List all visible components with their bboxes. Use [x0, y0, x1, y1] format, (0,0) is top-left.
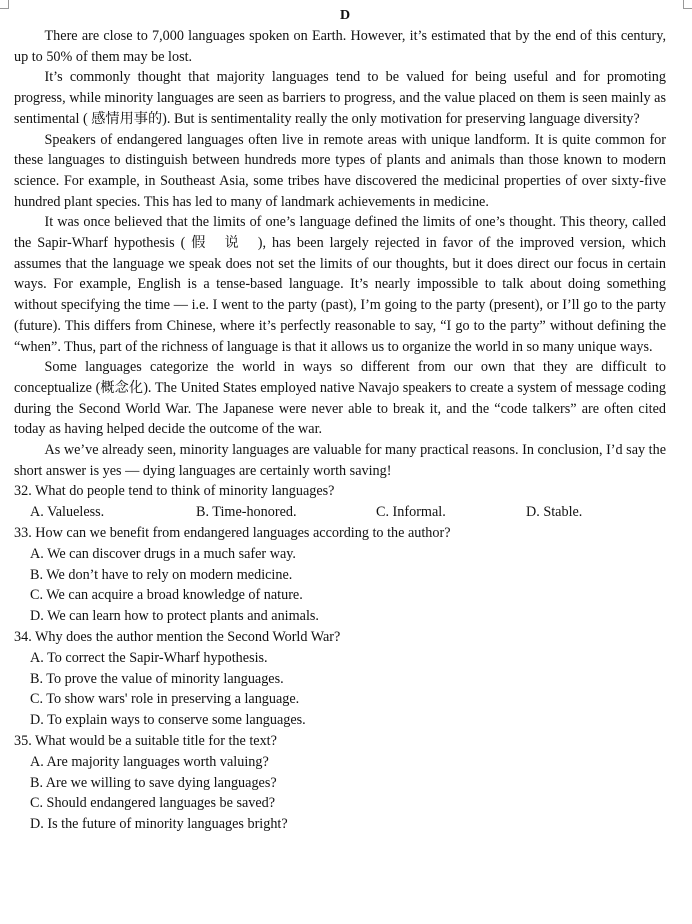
passage-paragraph-4: It was once believed that the limits of one’s language defined the limits of one’s thought. This theory, called the Sapir-Wharf hypothesis ( 假 说 ), has been largely rejected in favor of the improved version, which assumes that the language we speak does not set the limits of our thoughts, but it does direct our focus in certain ways. For example, English is a tense-based language. It’s nearly impossible to talk about doing something without specifying the time — i.e. I went to the party (past), I’m going to the party (present), or I’ll go to the party (future). This differs from Chinese, where it’s perfectly reasonable to say, “I go to the party” without defining the “when”. Thus, part of the richness of language is that it allows us to organize the world in so many unique ways. [14, 214, 666, 355]
option-c: C. Should endangered languages be saved? [30, 795, 276, 812]
passage-paragraph-2: It’s commonly thought that majority languages tend to be valued for being useful and for promoting progress, while minority languages are seen as barriers to progress, and the value placed on them is seen mainly as sentimental ( 感情用事的). But is sentimentality really the only motivation for preserving language diversity? [14, 69, 666, 127]
question-stem: 33. How can we benefit from endangered languages according to the author? [14, 525, 451, 542]
option-b: B. To prove the value of minority languages. [30, 670, 284, 687]
option-d: D. To explain ways to conserve some languages. [30, 712, 306, 729]
option-c: C. Informal. [376, 504, 446, 521]
passage-paragraph-1: There are close to 7,000 languages spoken on Earth. However, it’s estimated that by the end of this century, up to 50% of them may be lost. [14, 28, 666, 65]
question-34 [14, 627, 666, 731]
passage [14, 26, 666, 481]
question-33 [14, 523, 666, 627]
option-list [14, 502, 666, 523]
question-32 [14, 481, 666, 523]
option-b: B. Are we willing to save dying languages? [30, 774, 277, 791]
question-35 [14, 731, 666, 835]
option-d: D. Is the future of minority languages bright? [30, 816, 288, 833]
question-stem: 35. What would be a suitable title for the text? [14, 733, 277, 750]
crop-mark-top-right [683, 0, 692, 9]
section-title: D [339, 8, 351, 23]
option-b: B. We don’t have to rely on modern medicine. [30, 566, 293, 583]
crop-mark-top-left [0, 0, 9, 9]
option-d: D. Stable. [526, 504, 583, 521]
option-a: A. To correct the Sapir-Wharf hypothesis. [30, 649, 268, 666]
question-stem: 34. Why does the author mention the Second World War? [14, 629, 341, 646]
question-stem: 32. What do people tend to think of minority languages? [14, 483, 335, 500]
option-a: A. Valueless. [30, 504, 105, 521]
option-c: C. To show wars' role in preserving a language. [30, 691, 300, 708]
document-page [14, 6, 666, 835]
option-c: C. We can acquire a broad knowledge of nature. [30, 587, 303, 604]
passage-paragraph-5: Some languages categorize the world in ways so different from our own that they are difficult to conceptualize (概念化). The United States employed native Navajo speakers to create a system of message coding during the Second World War. The Japanese were never able to break it, and the “code talkers” are often cited today as having helped decide the outcome of the war. [14, 359, 666, 438]
option-a: A. Are majority languages worth valuing? [30, 753, 269, 770]
option-d: D. We can learn how to protect plants and animals. [30, 608, 319, 625]
option-b: B. Time-honored. [196, 504, 297, 521]
passage-paragraph-3: Speakers of endangered languages often live in remote areas with unique landform. It is quite common for these languages to distinguish between hundreds more types of plants and animals than those known to modern science. For example, in Southeast Asia, some tribes have discovered the medicinal properties of over sixty-five hundred plant species. This has led to many of landmark achievements in medicine. [14, 131, 666, 210]
passage-paragraph-6: As we’ve already seen, minority languages are valuable for many practical reasons. In conclusion, I’d say the short answer is yes — dying languages are certainly worth saving! [14, 442, 666, 479]
option-a: A. We can discover drugs in a much safer way. [30, 545, 296, 562]
